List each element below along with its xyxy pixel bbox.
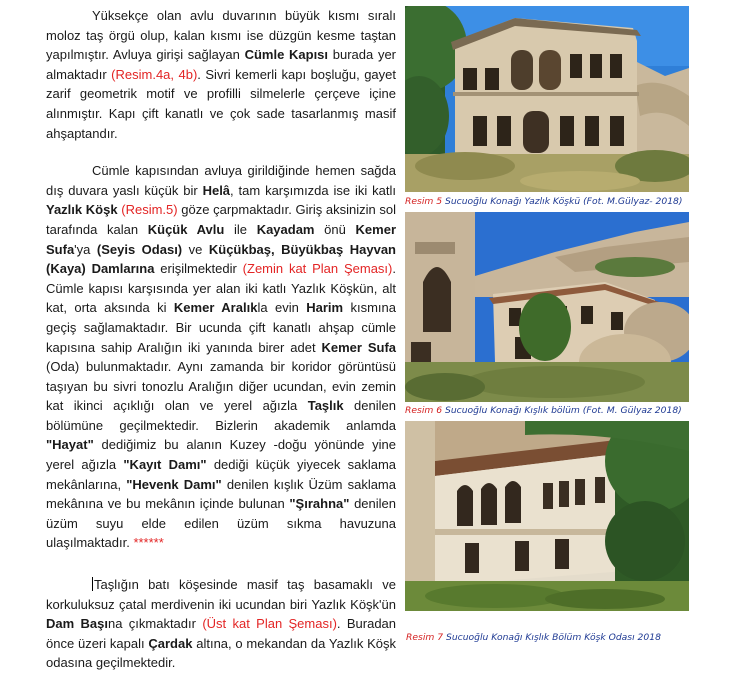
photo-summer-pavilion — [405, 6, 689, 192]
text-cursor — [92, 577, 93, 591]
caption-resim-7: Resim 7 Sucuoğlu Konağı Kışlık Bölüm Köşk Odası 2018 — [406, 632, 661, 643]
paragraph-2: Cümle kapısından avluya girildiğinde hemen sağda dış duvara yaslı küçük bir Helâ, tam karşımızda ise iki katlı Yazlık Köşk (Resim.5) göze çarpmaktadır. Giriş aksinizin sol tarafında kalan Küçük Avlu ile Kayadam önü Kemer Sufa'ya (Seyis Odası) ve Küçükbaş, Büyükbaş Hayvan (Kaya) Damlarına erişilmektedir (Zemin kat Plan Şeması). Cümle kapısı karşısında yer alan iki katlı Yazlık Köşkün, alt kat, orta aksında ki Kemer Aralıkla evin Harim kısmına geçiş sağlamaktadır. Bir ucunda çift kanatlı ahşap cümle kapısına sahip Aralığın iki yanında birer adet Kemer Sufa (Oda) bulunmaktadır. Aynı zamanda bir koridor görüntüsü taşıyan bu sivri tonozlu Aralığın diğer ucundan, evin zemin kat ikinci açıklığı olan ve yerel ağızla Taşlık denilen bölümüne geçilmektedir. Bizlerin akademik anlamda "Hayat" dediğimiz bu alanın Kuzey -doğu yönünde yine yerel ağızla "Kayıt Damı" dediği küçük yiyecek saklama mekânlarına, "Hevenk Damı" denilen kışlık Üzüm saklama mekânına ve bu mekânın içinde bulunan "Şırahna" denilen üzüm suyu elde edilen üzüm sıkma havuzuna ulaşılmaktadır. ****** — [46, 163, 397, 551]
body-text — [46, 6, 396, 673]
caption-resim-6: Resim 6 Sucuoğlu Konağı Kışlık bölüm (Fot. M. Gülyaz 2018) — [405, 405, 682, 416]
photo-7-image — [405, 421, 689, 611]
photo-6-image — [405, 212, 689, 402]
plan-reference: (Zemin kat Plan Şeması) — [242, 261, 393, 277]
figure-reference: (Resim.4a, 4b) — [111, 66, 198, 82]
caption-resim-5: Resim 5 Sucuoğlu Konağı Yazlık Köşkü (Fot. M.Gülyaz- 2018) — [405, 196, 683, 207]
paragraph-1: Yüksekçe olan avlu duvarının büyük kısmı sıralı moloz taş örgü olup, kalan kısmı ise düzgün kesme taştan yapılmıştır. Avluya girişi sağlayan Cümle Kapısı burada yer almaktadır (Resim.4a, 4b). Sivri kemerli kapı boşluğu, gayet zarif geometrik motif ve profilli silmelerle çerçeve içine alınmıştır. Kapı çift kanatlı ve çok sade tasarlanmış masif ahşaptandır. — [46, 8, 397, 141]
photo-5-image — [405, 6, 689, 192]
footnote-marker: ****** — [133, 535, 164, 551]
paragraph-3: Taşlığın batı köşesinde masif taş basamaklı ve korkuluksuz çatal merdivenin iki ucundan biri Yazlık Köşk'ün Dam Başına çıkmaktadır (Üst kat Plan Şeması). Buradan önce üzeri kapalı Çardak altına, o mekandan da Yazlık Köşk odasına geçilmektedir. — [46, 577, 397, 671]
plan-reference: (Üst kat Plan Şeması) — [202, 616, 337, 632]
figure-reference: (Resim.5) — [121, 202, 178, 218]
photo-winter-section — [405, 212, 689, 402]
photo-pavilion-room — [405, 421, 689, 611]
